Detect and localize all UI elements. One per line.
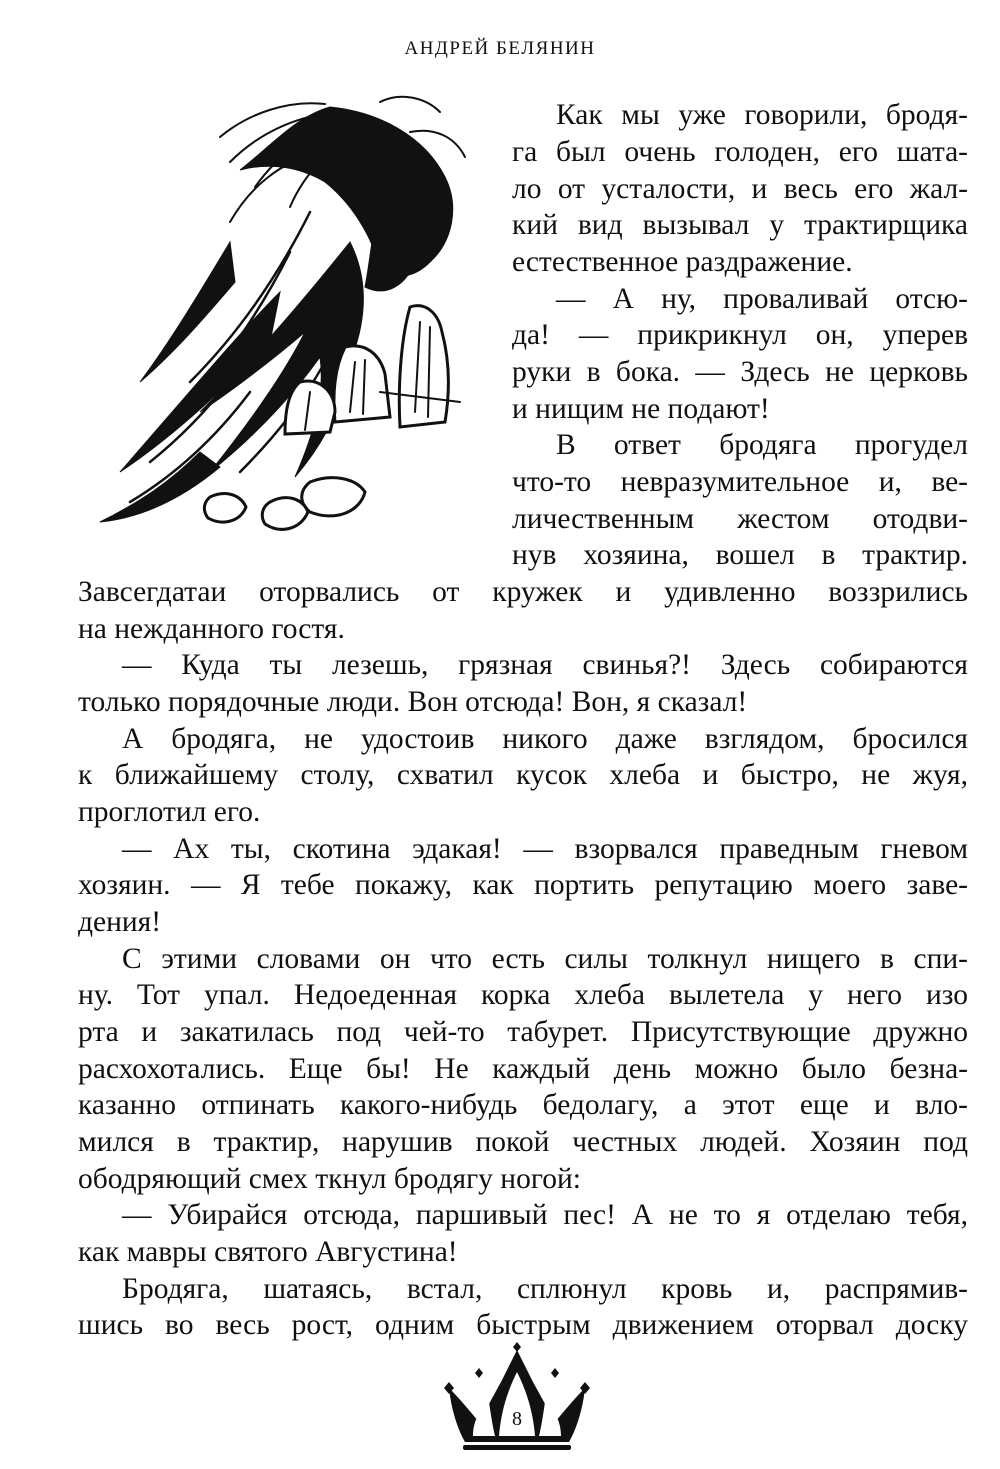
text-line: казанно отпинать какого-нибудь бедолагу, а этот еще и вло- (78, 1089, 968, 1121)
text-line: В ответ бродяга прогудел (556, 429, 968, 461)
text-line: А бродяга, не удостоив никого даже взглядом, бросился (122, 723, 968, 755)
text-line: на нежданного гостя. (78, 613, 345, 645)
text-line: шись во весь рост, одним быстрым движением оторвал доску (78, 1309, 968, 1341)
text-line: мился в трактир, нарушив покой честных людей. Хозяин под (78, 1126, 968, 1158)
text-line: — Убирайся отсюда, паршивый пес! А не то я отделаю тебя, (122, 1199, 968, 1231)
text-line: расхохотались. Еще бы! Не каждый день можно было безна- (78, 1053, 968, 1085)
text-line: рта и закатилась под чей-то табурет. Присутствующие дружно (78, 1016, 968, 1048)
text-line: С этими словами он что есть силы толкнул нищего в спи- (122, 943, 968, 975)
text-line: хозяин. — Я тебе покажу, как портить репутацию моего заве- (78, 869, 968, 901)
page-number: 8 (512, 1408, 522, 1430)
text-line: к ближайшему столу, схватил кусок хлеба и быстро, не жуя, (78, 759, 968, 791)
text-line: только порядочные люди. Вон отсюда! Вон, я сказал! (78, 686, 748, 718)
text-line: что-то невразумительное и, ве- (512, 466, 968, 498)
text-line: да! — прикрикнул он, уперев (512, 319, 968, 351)
text-line: кий вид вызывал у трактирщика (512, 209, 968, 241)
text-line: нув хозяина, вошел в трактир. (512, 539, 968, 571)
text-line: проглотил его. (78, 796, 261, 828)
wanderer-illustration (80, 92, 500, 562)
text-line: Завсегдатаи оторвались от кружек и удивленно воззрились (78, 576, 968, 608)
text-line: — Ах ты, скотина эдакая! — взорвался праведным гневом (122, 833, 968, 865)
text-line: и нищим не подают! (512, 393, 770, 425)
running-header-author: АНДРЕЙ БЕЛЯНИН (404, 38, 596, 59)
text-line: — А ну, проваливай отсю- (556, 283, 968, 315)
text-line: — Куда ты лезешь, грязная свинья?! Здесь собираются (122, 649, 968, 681)
text-line: Бродяга, шатаясь, встал, сплюнул кровь и, распрямив- (122, 1273, 968, 1305)
text-line: ну. Тот упал. Недоеденная корка хлеба вылетела у него изо (78, 979, 968, 1011)
text-line: руки в бока. — Здесь не церковь (512, 356, 968, 388)
text-line: ло от усталости, и весь его жал- (512, 173, 968, 205)
crown-icon (443, 1342, 591, 1454)
text-line: дения! (78, 906, 162, 938)
text-line: как мавры святого Августина! (78, 1236, 458, 1268)
text-line: естественное раздражение. (512, 246, 853, 278)
text-line: Как мы уже говорили, бродя- (556, 99, 968, 131)
text-line: ободряющий смех ткнул бродягу ногой: (78, 1163, 581, 1195)
text-line: личественным жестом отодви- (512, 503, 968, 535)
text-line: га был очень голоден, его шата- (512, 136, 968, 168)
